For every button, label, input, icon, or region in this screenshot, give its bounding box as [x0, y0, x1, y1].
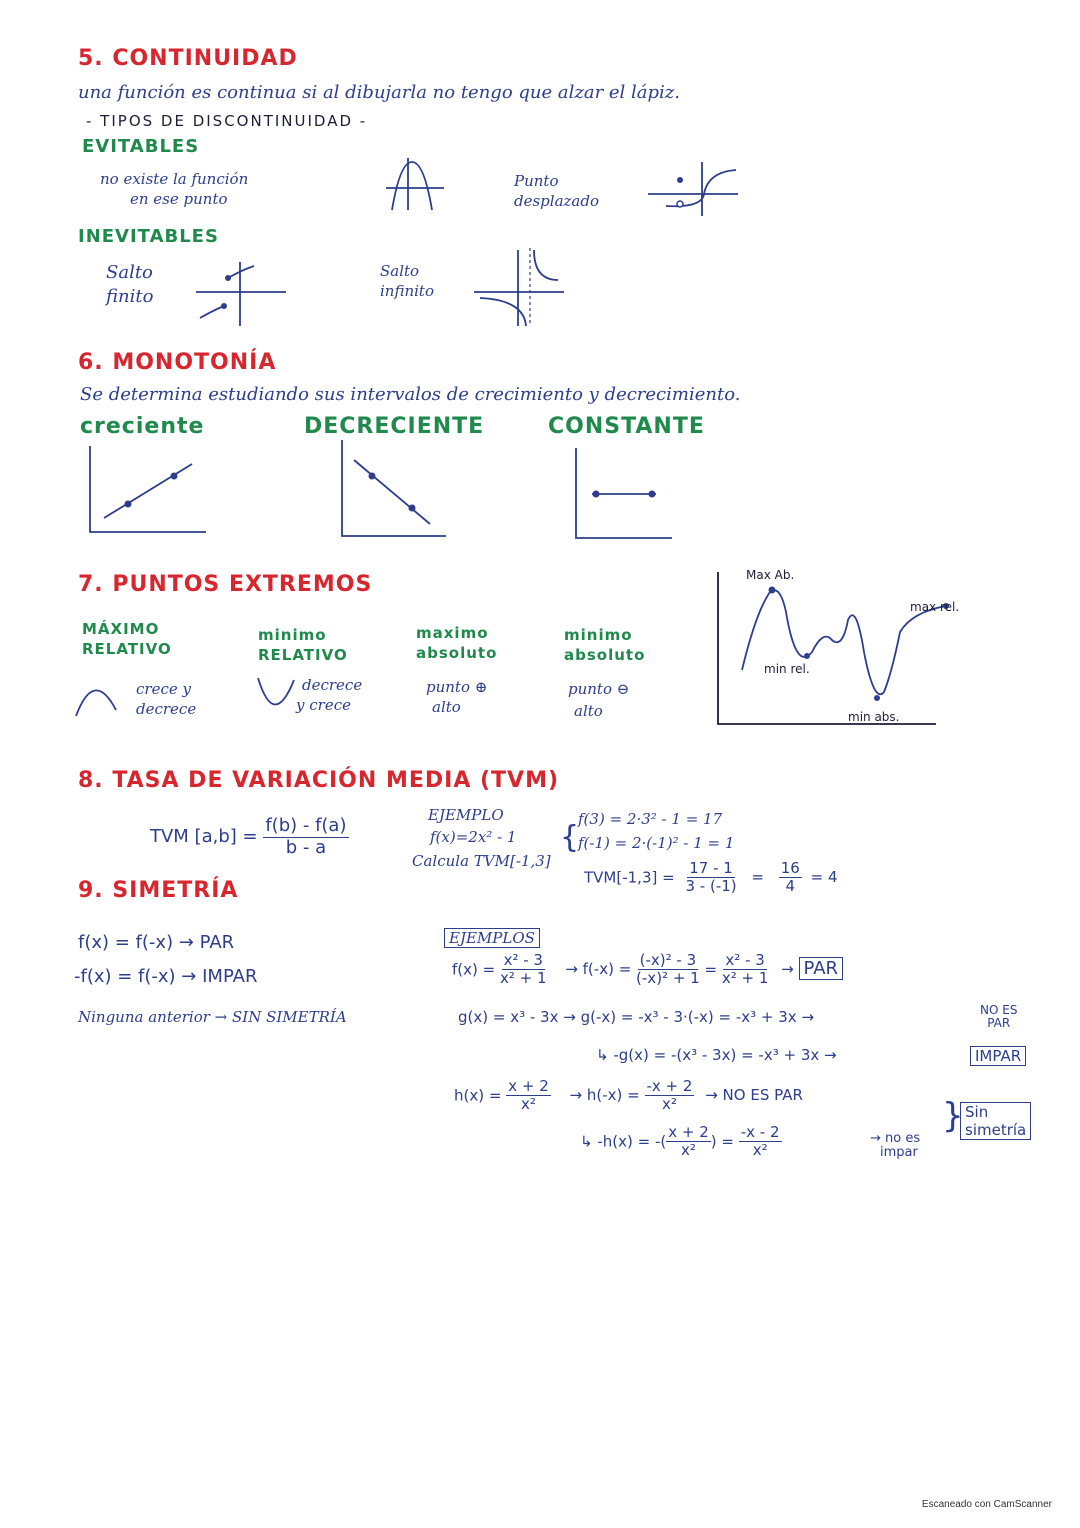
h-brace: } — [942, 1096, 964, 1136]
h-fraction-2 — [645, 1078, 695, 1114]
tvm-result-fraction-1 — [685, 860, 736, 896]
max-absoluto-h2: absoluto — [416, 644, 498, 662]
min-relativo-h2: RELATIVO — [258, 646, 348, 664]
tvm-result-num2: 16 — [780, 859, 800, 877]
h-num: x + 2 — [508, 1077, 549, 1095]
min-absoluto-d1: punto ⊖ — [568, 680, 630, 698]
h-line-1 — [454, 1078, 803, 1114]
inevitable-2-line2: infinito — [380, 282, 434, 300]
f-arrow: → f(-x) = — [565, 960, 632, 979]
min-relativo-d2: y crece — [296, 696, 351, 714]
h-arrow: → h(-x) = — [569, 1086, 640, 1105]
g-line-1: g(x) = x³ - 3x → g(-x) = -x³ - 3·(-x) = -x³ + 3x → — [458, 1008, 815, 1026]
max-absoluto-d1: punto ⊕ — [426, 678, 488, 696]
f-num2: (-x)² - 3 — [639, 951, 697, 969]
h-fraction — [506, 1078, 551, 1114]
tvm-example-calc: Calcula TVM[-1,3] — [412, 852, 551, 870]
camscanner-footer: Escaneado con CamScanner — [921, 1499, 1052, 1510]
f-den3: x² + 1 — [721, 969, 769, 988]
min-absoluto-h2: absoluto — [564, 646, 646, 664]
min-absoluto-d2: alto — [574, 702, 603, 720]
max-relativo-h2: RELATIVO — [82, 640, 172, 658]
section-9-title: 9. SIMETRÍA — [78, 878, 239, 903]
tvm-example-f3: f(3) = 2·3² - 1 = 17 — [578, 810, 723, 828]
h-den3: x² — [681, 1141, 696, 1160]
no-simetria-rule: Ninguna anterior → SIN SIMETRÍA — [78, 1008, 347, 1026]
max-relativo-d2: decrece — [136, 700, 197, 718]
min-relativo-curve-icon — [254, 672, 300, 720]
max-absoluto-h1: maximo — [416, 624, 489, 642]
tvm-result-den: 3 - (-1) — [685, 877, 737, 896]
graph-min-rel-label: min rel. — [764, 662, 810, 676]
f-fraction-3 — [722, 952, 769, 988]
tvm-result-num: 17 - 1 — [689, 859, 733, 877]
section-7-title: 7. PUNTOS EXTREMOS — [78, 572, 373, 597]
symmetry-f-example: f(x) = $\frac{\text{x² - 3}}{\text{x² + 1}}$ → f(-x) = $\frac{\text{(-x)² - 3}}{\text{(-x)² + 1}}$ = $\frac{\text{x² - 3}}{\text{x² + 1}}$ → PAR — [452, 952, 843, 988]
evitable-2-line1: Punto — [514, 172, 559, 190]
h-no-par: → NO ES PAR — [705, 1086, 803, 1105]
graph-min-abs-label: min abs. — [848, 710, 900, 724]
constante-graph-icon — [574, 448, 674, 540]
h-result-sin-simetria — [960, 1102, 1031, 1140]
min-relativo-d1: decrece — [302, 676, 363, 694]
inevitable-1-line1: Salto — [106, 262, 153, 283]
f-result-par: PAR — [799, 957, 844, 980]
continuity-definition: una función es continua si al dibujarla no tengo que alzar el lápiz. — [78, 82, 681, 103]
min-absoluto-h1: minimo — [564, 626, 633, 644]
h-line2-mid: ) = — [710, 1132, 734, 1151]
f-fraction-2 — [636, 952, 700, 988]
creciente-graph-icon — [88, 446, 208, 536]
tvm-example-brace: { — [560, 820, 580, 855]
decreciente-graph-icon — [340, 440, 450, 538]
max-absoluto-d2: alto — [432, 698, 461, 716]
h-result-1: Sin — [965, 1103, 989, 1121]
h-left: h(x) = — [454, 1086, 502, 1105]
evitable-no-existe-graph-icon — [378, 154, 448, 214]
evitable-2-line2: desplazado — [514, 192, 599, 210]
tvm-example-result — [584, 860, 838, 896]
h-num4: -x - 2 — [740, 1123, 780, 1141]
tvm-formula-left: TVM [a,b] = — [150, 826, 258, 848]
max-relativo-h1: MÁXIMO — [82, 620, 160, 638]
tvm-example-label: EJEMPLO — [428, 806, 504, 824]
section-5-title: 5. CONTINUIDAD — [78, 46, 298, 71]
creciente-heading: creciente — [80, 414, 205, 439]
f-num: x² - 3 — [503, 951, 543, 969]
tvm-result-left: TVM[-1,3] = — [584, 868, 675, 887]
h-line-2 — [580, 1124, 782, 1160]
evitable-1-line1: no existe la función — [100, 170, 249, 188]
f-left: f(x) = — [452, 960, 496, 979]
constante-heading: CONSTANTE — [548, 414, 705, 439]
section-6-title: 6. MONOTONÍA — [78, 350, 277, 375]
extremos-graph-icon — [716, 572, 978, 728]
evitable-1-line2: en ese punto — [130, 190, 228, 208]
tvm-formula-fraction — [263, 816, 348, 858]
g-no-par — [980, 1004, 1017, 1030]
tvm-example-fx: f(x)=2x² - 1 — [430, 828, 517, 846]
tvm-result-value: = 4 — [810, 868, 838, 887]
inevitables-heading: INEVITABLES — [78, 226, 219, 247]
graph-max-ab-label: Max Ab. — [746, 568, 795, 582]
h-fraction-3 — [666, 1124, 711, 1160]
evitables-heading: EVITABLES — [82, 136, 200, 157]
h-no-impar-1: → no es — [870, 1131, 921, 1146]
g-result-impar: IMPAR — [970, 1046, 1026, 1066]
h-line2-left: ↳ -h(x) = -( — [580, 1132, 667, 1151]
discontinuity-types-heading: - TIPOS DE DISCONTINUIDAD - — [86, 112, 368, 130]
salto-infinito-graph-icon — [472, 244, 567, 329]
punto-desplazado-graph-icon — [646, 158, 741, 218]
f-den: x² + 1 — [499, 969, 547, 988]
tvm-formula-num: f(b) - f(a) — [265, 815, 347, 836]
inevitable-2-line1: Salto — [380, 262, 420, 280]
h-no-impar-2: impar — [880, 1145, 918, 1160]
h-den: x² — [521, 1095, 536, 1114]
g-line-2: ↳ -g(x) = -(x³ - 3x) = -x³ + 3x → — [596, 1046, 837, 1064]
tvm-result-eq: = — [751, 868, 764, 887]
par-rule: f(x) = f(-x) → PAR — [78, 932, 235, 953]
section-8-title: 8. TASA DE VARIACIÓN MEDIA (TVM) — [78, 768, 560, 793]
salto-finito-graph-icon — [194, 258, 289, 328]
tvm-result-den2: 4 — [785, 877, 796, 896]
monotonia-definition: Se determina estudiando sus intervalos de crecimiento y decrecimiento. — [80, 384, 741, 405]
max-relativo-d1: crece y — [136, 680, 191, 698]
f-num3: x² - 3 — [725, 951, 765, 969]
g-no-par-2: PAR — [987, 1016, 1011, 1030]
symmetry-examples-label: EJEMPLOS — [444, 928, 540, 948]
tvm-formula-den: b - a — [285, 836, 327, 858]
inevitable-1-line2: finito — [106, 286, 154, 307]
h-no-impar — [870, 1132, 920, 1160]
impar-rule: -f(x) = f(-x) → IMPAR — [74, 966, 258, 987]
h-den4: x² — [752, 1141, 768, 1160]
f-den2: (-x)² + 1 — [636, 969, 700, 988]
g-no-par-1: NO ES — [980, 1003, 1018, 1017]
h-fraction-4 — [739, 1124, 782, 1160]
h-den2: x² — [662, 1095, 677, 1114]
f-eq: = — [704, 960, 718, 979]
h-num2: -x + 2 — [646, 1077, 693, 1095]
f-fraction — [500, 952, 547, 988]
decreciente-heading: DECRECIENTE — [304, 414, 485, 439]
tvm-formula — [150, 816, 349, 858]
graph-max-rel-label: max rel. — [910, 600, 960, 614]
max-relativo-curve-icon — [72, 670, 122, 720]
tvm-result-fraction-2 — [779, 860, 802, 896]
tvm-example-fm1: f(-1) = 2·(-1)² - 1 = 1 — [578, 834, 735, 852]
h-num3: x + 2 — [668, 1123, 709, 1141]
h-result-2: simetría — [965, 1121, 1027, 1139]
min-relativo-h1: minimo — [258, 626, 327, 644]
